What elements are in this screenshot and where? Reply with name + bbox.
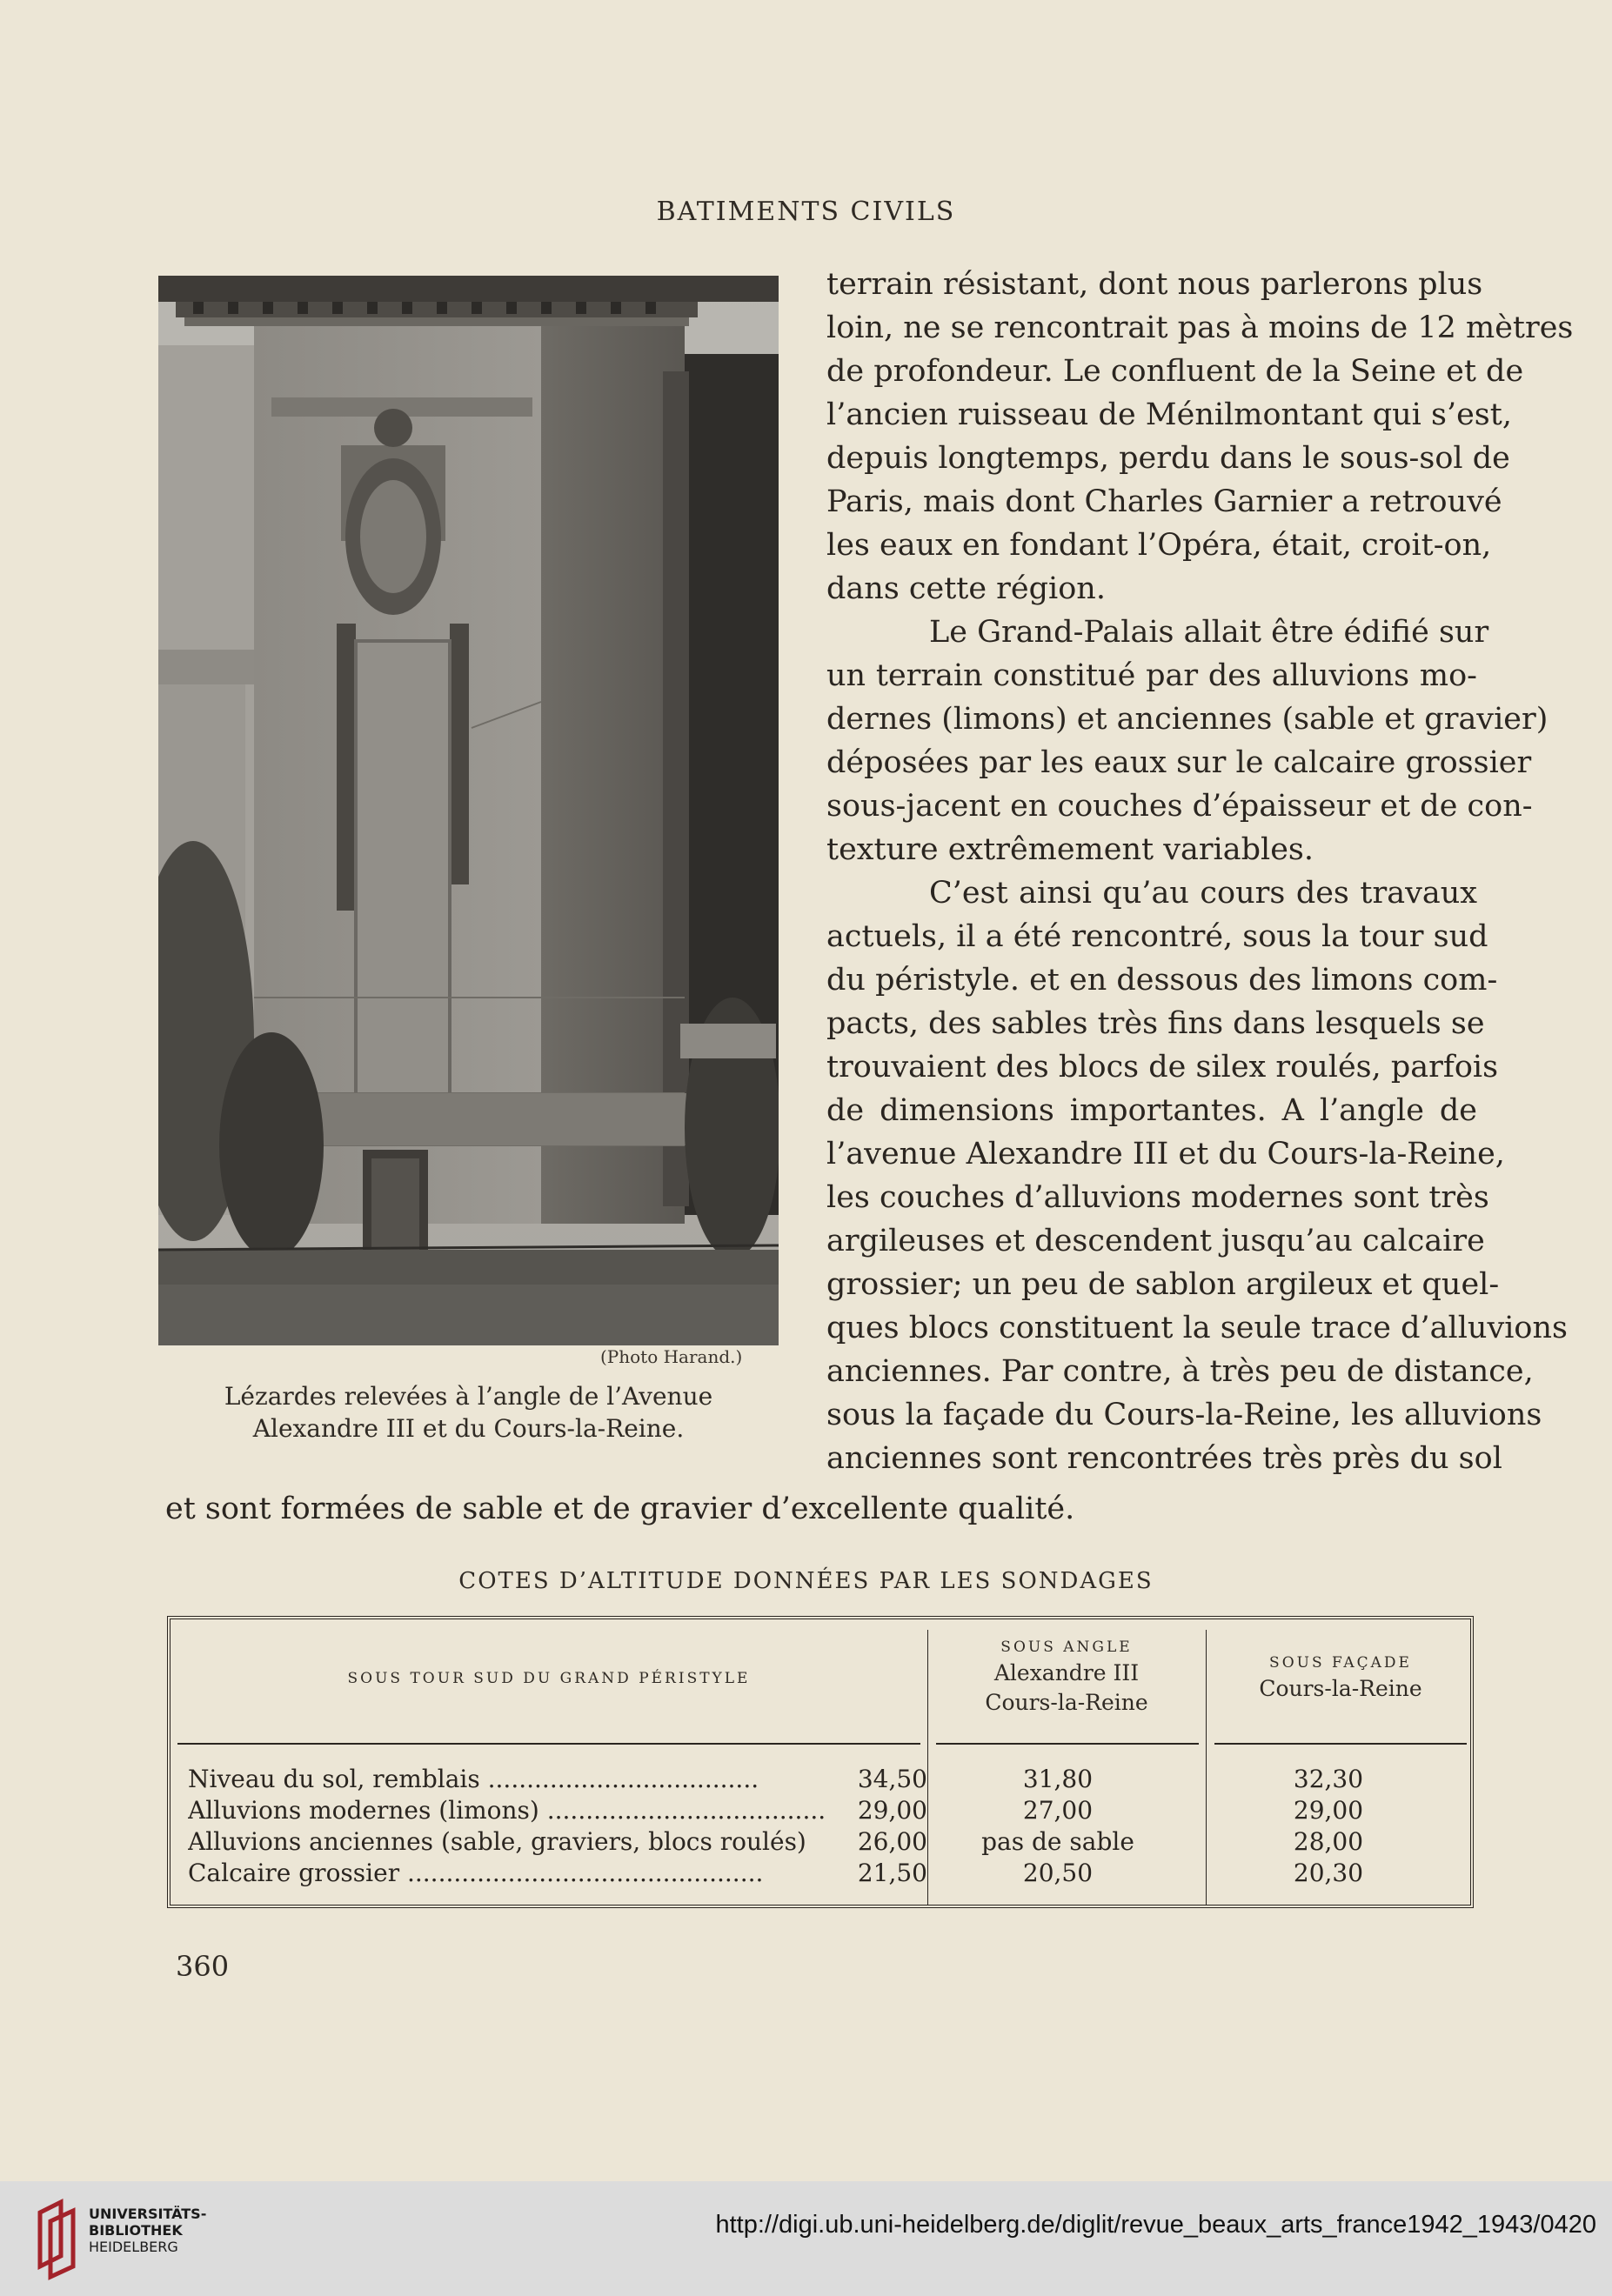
row-label: Alluvions anciennes (sable, graviers, blocs roulés) — [188, 1827, 806, 1856]
text-line: les eaux en fondant l’Opéra, était, croit-on, — [826, 528, 1492, 563]
caption-line: Alexandre III et du Cours-la-Reine. — [252, 1414, 685, 1443]
body-text-column — [826, 263, 1574, 1480]
text-line: déposées par les eaux sur le calcaire grossier — [826, 745, 1532, 780]
altitude-table — [167, 1616, 1474, 1908]
table-row — [188, 1764, 1458, 1795]
value-facade: 32,30 — [1293, 1765, 1364, 1793]
table-row — [188, 1826, 1458, 1858]
library-footer — [0, 2181, 1612, 2296]
text-line: depuis longtemps, perdu dans le sous-sol de — [826, 441, 1510, 476]
text-line: de dimensions importantes. A l’angle de — [826, 1093, 1477, 1128]
text-line: un terrain constitué par des alluvions mo- — [826, 658, 1477, 693]
text-line: ques blocs constituent la seule trace d’alluvions — [826, 1311, 1568, 1345]
header-rule — [936, 1743, 1199, 1745]
text-line: anciennes. Par contre, à très peu de distance, — [826, 1354, 1534, 1389]
text-line: texture extrêmement variables. — [826, 832, 1314, 867]
text-line: actuels, il a été rencontré, sous la tour sud — [826, 919, 1488, 954]
caption-line: Lézardes relevées à l’angle de l’Avenue — [224, 1382, 713, 1411]
figure-caption — [158, 1380, 779, 1445]
value-tour-sud: 21,50 — [857, 1859, 927, 1887]
library-name-line: BIBLIOTHEK — [89, 2222, 183, 2239]
table-row — [188, 1795, 1458, 1826]
library-name-line: HEIDELBERG — [89, 2239, 178, 2255]
value-angle: 20,50 — [1022, 1859, 1094, 1887]
header-col2-small: SOUS ANGLE — [1000, 1639, 1133, 1656]
text-line: terrain résistant, dont nous parlerons plus — [826, 267, 1483, 302]
header-col1: SOUS TOUR SUD DU GRAND PÉRISTYLE — [347, 1670, 751, 1687]
library-logo-icon — [35, 2195, 84, 2282]
photo-credit: (Photo Harand.) — [600, 1346, 743, 1367]
table-row — [188, 1858, 1458, 1889]
photo-illustration — [158, 276, 779, 1345]
header-rule — [177, 1743, 920, 1745]
table-title: COTES D’ALTITUDE DONNÉES PAR LES SONDAGES — [458, 1568, 1154, 1594]
text-line: du péristyle. et en dessous des limons com- — [826, 963, 1498, 998]
text-line: pacts, des sables très fins dans lesquels se — [826, 1006, 1485, 1041]
running-title: BATIMENTS CIVILS — [656, 197, 956, 227]
value-facade: 28,00 — [1293, 1827, 1364, 1856]
row-label: Niveau du sol, remblais ................................... — [188, 1765, 759, 1793]
text-line: Paris, mais dont Charles Garnier a retrouvé — [826, 484, 1502, 519]
value-facade: 20,30 — [1293, 1859, 1364, 1887]
row-label: Alluvions modernes (limons) .................................... — [188, 1796, 826, 1825]
building-photograph — [158, 276, 779, 1345]
page-number: 360 — [176, 1950, 230, 1983]
text-line: sous la façade du Cours-la-Reine, les alluvions — [826, 1398, 1542, 1432]
text-line: trouvaient des blocs de silex roulés, parfois — [826, 1050, 1499, 1085]
library-name-line: UNIVERSITÄTS- — [89, 2206, 207, 2222]
text-line: l’ancien ruisseau de Ménilmontant qui s’est, — [826, 397, 1512, 432]
value-angle: pas de sable — [981, 1827, 1134, 1856]
text-line: loin, ne se rencontrait pas à moins de 12 mètres — [826, 310, 1574, 345]
text-line: argileuses et descendent jusqu’au calcaire — [826, 1224, 1485, 1258]
text-line: grossier; un peu de sablon argileux et quel- — [826, 1267, 1500, 1302]
header-col3-line1: Cours-la-Reine — [1259, 1676, 1422, 1701]
header-rule — [1214, 1743, 1467, 1745]
header-col3-small: SOUS FAÇADE — [1269, 1654, 1412, 1672]
value-angle: 31,80 — [1022, 1765, 1094, 1793]
text-line: anciennes sont rencontrées très près du sol — [826, 1441, 1502, 1476]
value-tour-sud: 26,00 — [857, 1827, 927, 1856]
header-col2-line2: Cours-la-Reine — [985, 1690, 1148, 1715]
text-line: sous-jacent en couches d’épaisseur et de con- — [826, 789, 1533, 824]
source-url-link[interactable]: http://digi.ub.uni-heidelberg.de/diglit/revue_beaux_arts_france1942_1943/0420 — [715, 2211, 1596, 2239]
text-line-full-width: et sont formées de sable et de gravier d’excellente qualité. — [165, 1492, 1075, 1526]
row-label: Calcaire grossier .............................................. — [188, 1859, 764, 1887]
text-line: l’avenue Alexandre III et du Cours-la-Reine, — [826, 1137, 1505, 1171]
text-line: les couches d’alluvions modernes sont très — [826, 1180, 1489, 1215]
value-tour-sud: 29,00 — [857, 1796, 927, 1825]
library-name — [89, 2206, 206, 2255]
text-line: de profondeur. Le confluent de la Seine et de — [826, 354, 1524, 389]
text-line: dans cette région. — [826, 571, 1106, 606]
text-line: dernes (limons) et anciennes (sable et gravier) — [826, 702, 1548, 737]
value-facade: 29,00 — [1293, 1796, 1364, 1825]
value-angle: 27,00 — [1022, 1796, 1094, 1825]
text-line: C’est ainsi qu’au cours des travaux — [929, 876, 1477, 911]
value-tour-sud: 34,50 — [857, 1765, 927, 1793]
header-col2-line1: Alexandre III — [993, 1660, 1140, 1685]
text-line: Le Grand-Palais allait être édifié sur — [929, 615, 1489, 650]
